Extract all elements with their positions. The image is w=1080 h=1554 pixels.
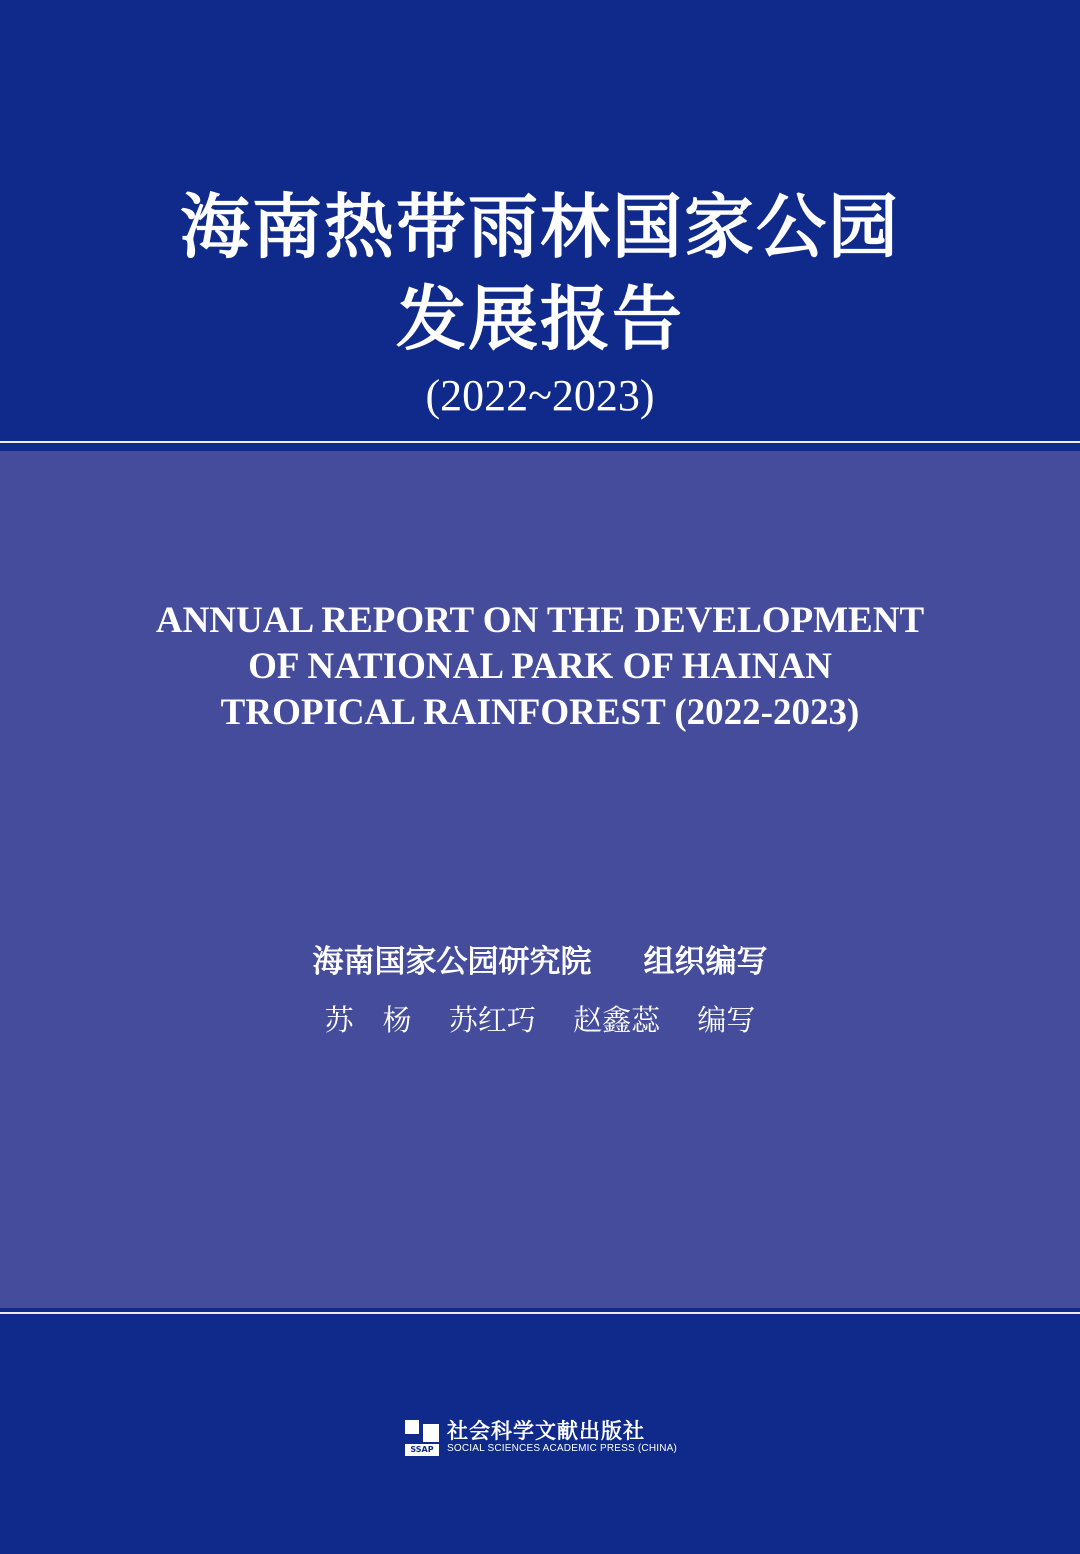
title-cn-line2: 发展报告 <box>396 277 684 360</box>
publisher-name-en: SOCIAL SCIENCES ACADEMIC PRESS (CHINA) <box>447 1443 678 1454</box>
author-name: 赵鑫蕊 <box>573 1003 661 1037</box>
title-en-line3: TROPICAL RAINFOREST (2022-2023) <box>220 692 860 733</box>
divider-line-bottom <box>0 1312 1080 1314</box>
title-en-line1: ANNUAL REPORT ON THE DEVELOPMENT <box>155 600 925 641</box>
organization-line <box>0 944 1080 981</box>
publisher-block <box>405 1418 677 1458</box>
title-en-line2: OF NATIONAL PARK OF HAINAN <box>248 646 832 687</box>
ssap-logo-icon <box>405 1420 439 1456</box>
author-name: 苏红巧 <box>448 1003 536 1037</box>
title-cn-line1: 海南热带雨林国家公园 <box>180 185 900 268</box>
title-en <box>0 598 1080 736</box>
authors-role: 编写 <box>697 1003 756 1037</box>
middle-band <box>0 451 1080 1308</box>
title-years: (2022~2023) <box>425 371 655 420</box>
organization-name: 海南国家公园研究院 <box>312 944 592 980</box>
publisher-name-cn: 社会科学文献出版社 <box>447 1419 645 1443</box>
organization-role: 组织编写 <box>643 944 768 980</box>
logo-text: SSAP <box>405 1444 439 1456</box>
author-name: 苏 杨 <box>324 1003 412 1037</box>
publisher-text <box>447 1420 677 1456</box>
authors-line <box>0 1003 1080 1038</box>
band-edge <box>0 443 1080 451</box>
